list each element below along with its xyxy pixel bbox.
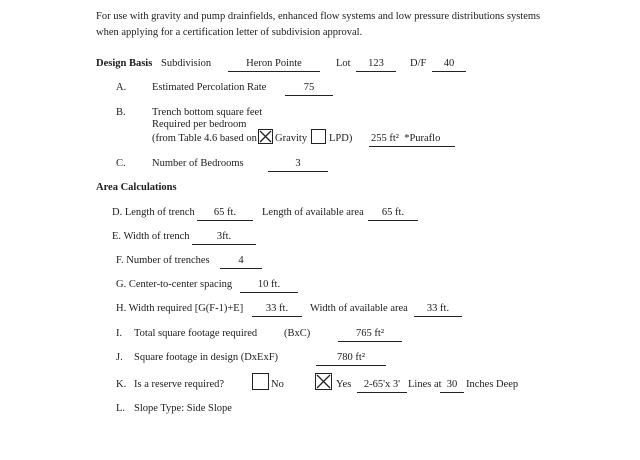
lot-label: Lot xyxy=(336,58,351,69)
lpd-checkbox[interactable] xyxy=(311,129,326,144)
length-of-trench-label: D. Length of trench xyxy=(112,207,195,218)
item-b-letter: B. xyxy=(116,107,126,118)
width-of-trench-label: E. Width of trench xyxy=(112,231,190,242)
number-of-trenches-field[interactable]: 4 xyxy=(220,255,262,269)
reserve-no-checkbox[interactable] xyxy=(252,373,269,390)
total-sqft-formula: (BxC) xyxy=(284,328,311,339)
item-i-letter: I. xyxy=(116,328,123,339)
lines-at-label: Lines at xyxy=(408,379,442,390)
total-sqft-label: Total square footage required xyxy=(134,328,258,339)
sqft-per-bedroom-value: 255 ft² xyxy=(371,133,399,144)
gravity-label: Gravity xyxy=(275,133,308,144)
item-c-letter: C. xyxy=(116,158,126,169)
reserve-no-label: No xyxy=(271,379,284,390)
reserve-question-label: Is a reserve required? xyxy=(134,379,225,390)
bedrooms-label: Number of Bedrooms xyxy=(152,158,244,169)
inches-deep-label: Inches Deep xyxy=(466,379,519,390)
gravity-checkbox[interactable] xyxy=(258,129,273,144)
percolation-rate-field[interactable]: 75 xyxy=(285,82,333,96)
design-basis-heading: Design Basis xyxy=(96,58,153,69)
item-j-letter: J. xyxy=(116,352,123,363)
width-of-trench-field[interactable]: 3ft. xyxy=(192,231,256,245)
length-available-field[interactable]: 65 ft. xyxy=(368,207,418,221)
reserve-yes-checkbox[interactable] xyxy=(315,373,332,390)
sqft-per-bedroom-field[interactable] xyxy=(369,133,455,147)
item-l-letter: L. xyxy=(116,403,126,414)
area-calculations-heading: Area Calculations xyxy=(96,182,177,193)
item-a-letter: A. xyxy=(116,82,127,93)
puraflo-note: *Puraflo xyxy=(404,133,441,144)
subdivision-label: Subdivision xyxy=(161,58,212,69)
reserve-yes-label: Yes xyxy=(336,379,352,390)
design-sqft-label: Square footage in design (DxExF) xyxy=(134,352,279,363)
spacing-label: G. Center-to-center spacing xyxy=(116,279,233,290)
reserve-lines-field[interactable]: 2-65'x 3' xyxy=(357,379,407,393)
total-sqft-field[interactable]: 765 ft² xyxy=(338,328,402,342)
reserve-depth-field[interactable]: 30 xyxy=(440,379,464,393)
width-available-label: Width of available area xyxy=(310,303,408,314)
percolation-rate-label: Estimated Percolation Rate xyxy=(152,82,267,93)
intro-line-2: when applying for a certification letter of subdivision approval. xyxy=(96,27,363,38)
design-sqft-field[interactable]: 780 ft² xyxy=(316,352,386,366)
trench-bottom-label-2: Required per bedroom xyxy=(152,119,247,130)
slope-type-label: Slope Type: Side Slope xyxy=(134,403,232,414)
bedrooms-field[interactable]: 3 xyxy=(268,158,328,172)
lot-field[interactable]: 123 xyxy=(356,58,396,72)
df-field[interactable]: 40 xyxy=(432,58,466,72)
subdivision-field[interactable]: Heron Pointe xyxy=(228,58,320,72)
df-label: D/F xyxy=(410,58,427,69)
width-required-field[interactable]: 33 ft. xyxy=(252,303,302,317)
length-available-label: Length of available area xyxy=(262,207,364,218)
width-required-label: H. Width required [G(F-1)+E] xyxy=(116,303,244,314)
number-of-trenches-label: F. Number of trenches xyxy=(116,255,210,266)
lpd-label: LPD) xyxy=(329,133,353,144)
intro-line-1: For use with gravity and pump drainfields, enhanced flow systems and low pressure distributions systems xyxy=(96,11,541,22)
spacing-field[interactable]: 10 ft. xyxy=(240,279,298,293)
trench-bottom-label-1: Trench bottom square feet xyxy=(152,107,263,118)
length-of-trench-field[interactable]: 65 ft. xyxy=(197,207,253,221)
item-k-letter: K. xyxy=(116,379,127,390)
width-available-field[interactable]: 33 ft. xyxy=(414,303,462,317)
table-reference-label: (from Table 4.6 based on xyxy=(152,133,257,144)
